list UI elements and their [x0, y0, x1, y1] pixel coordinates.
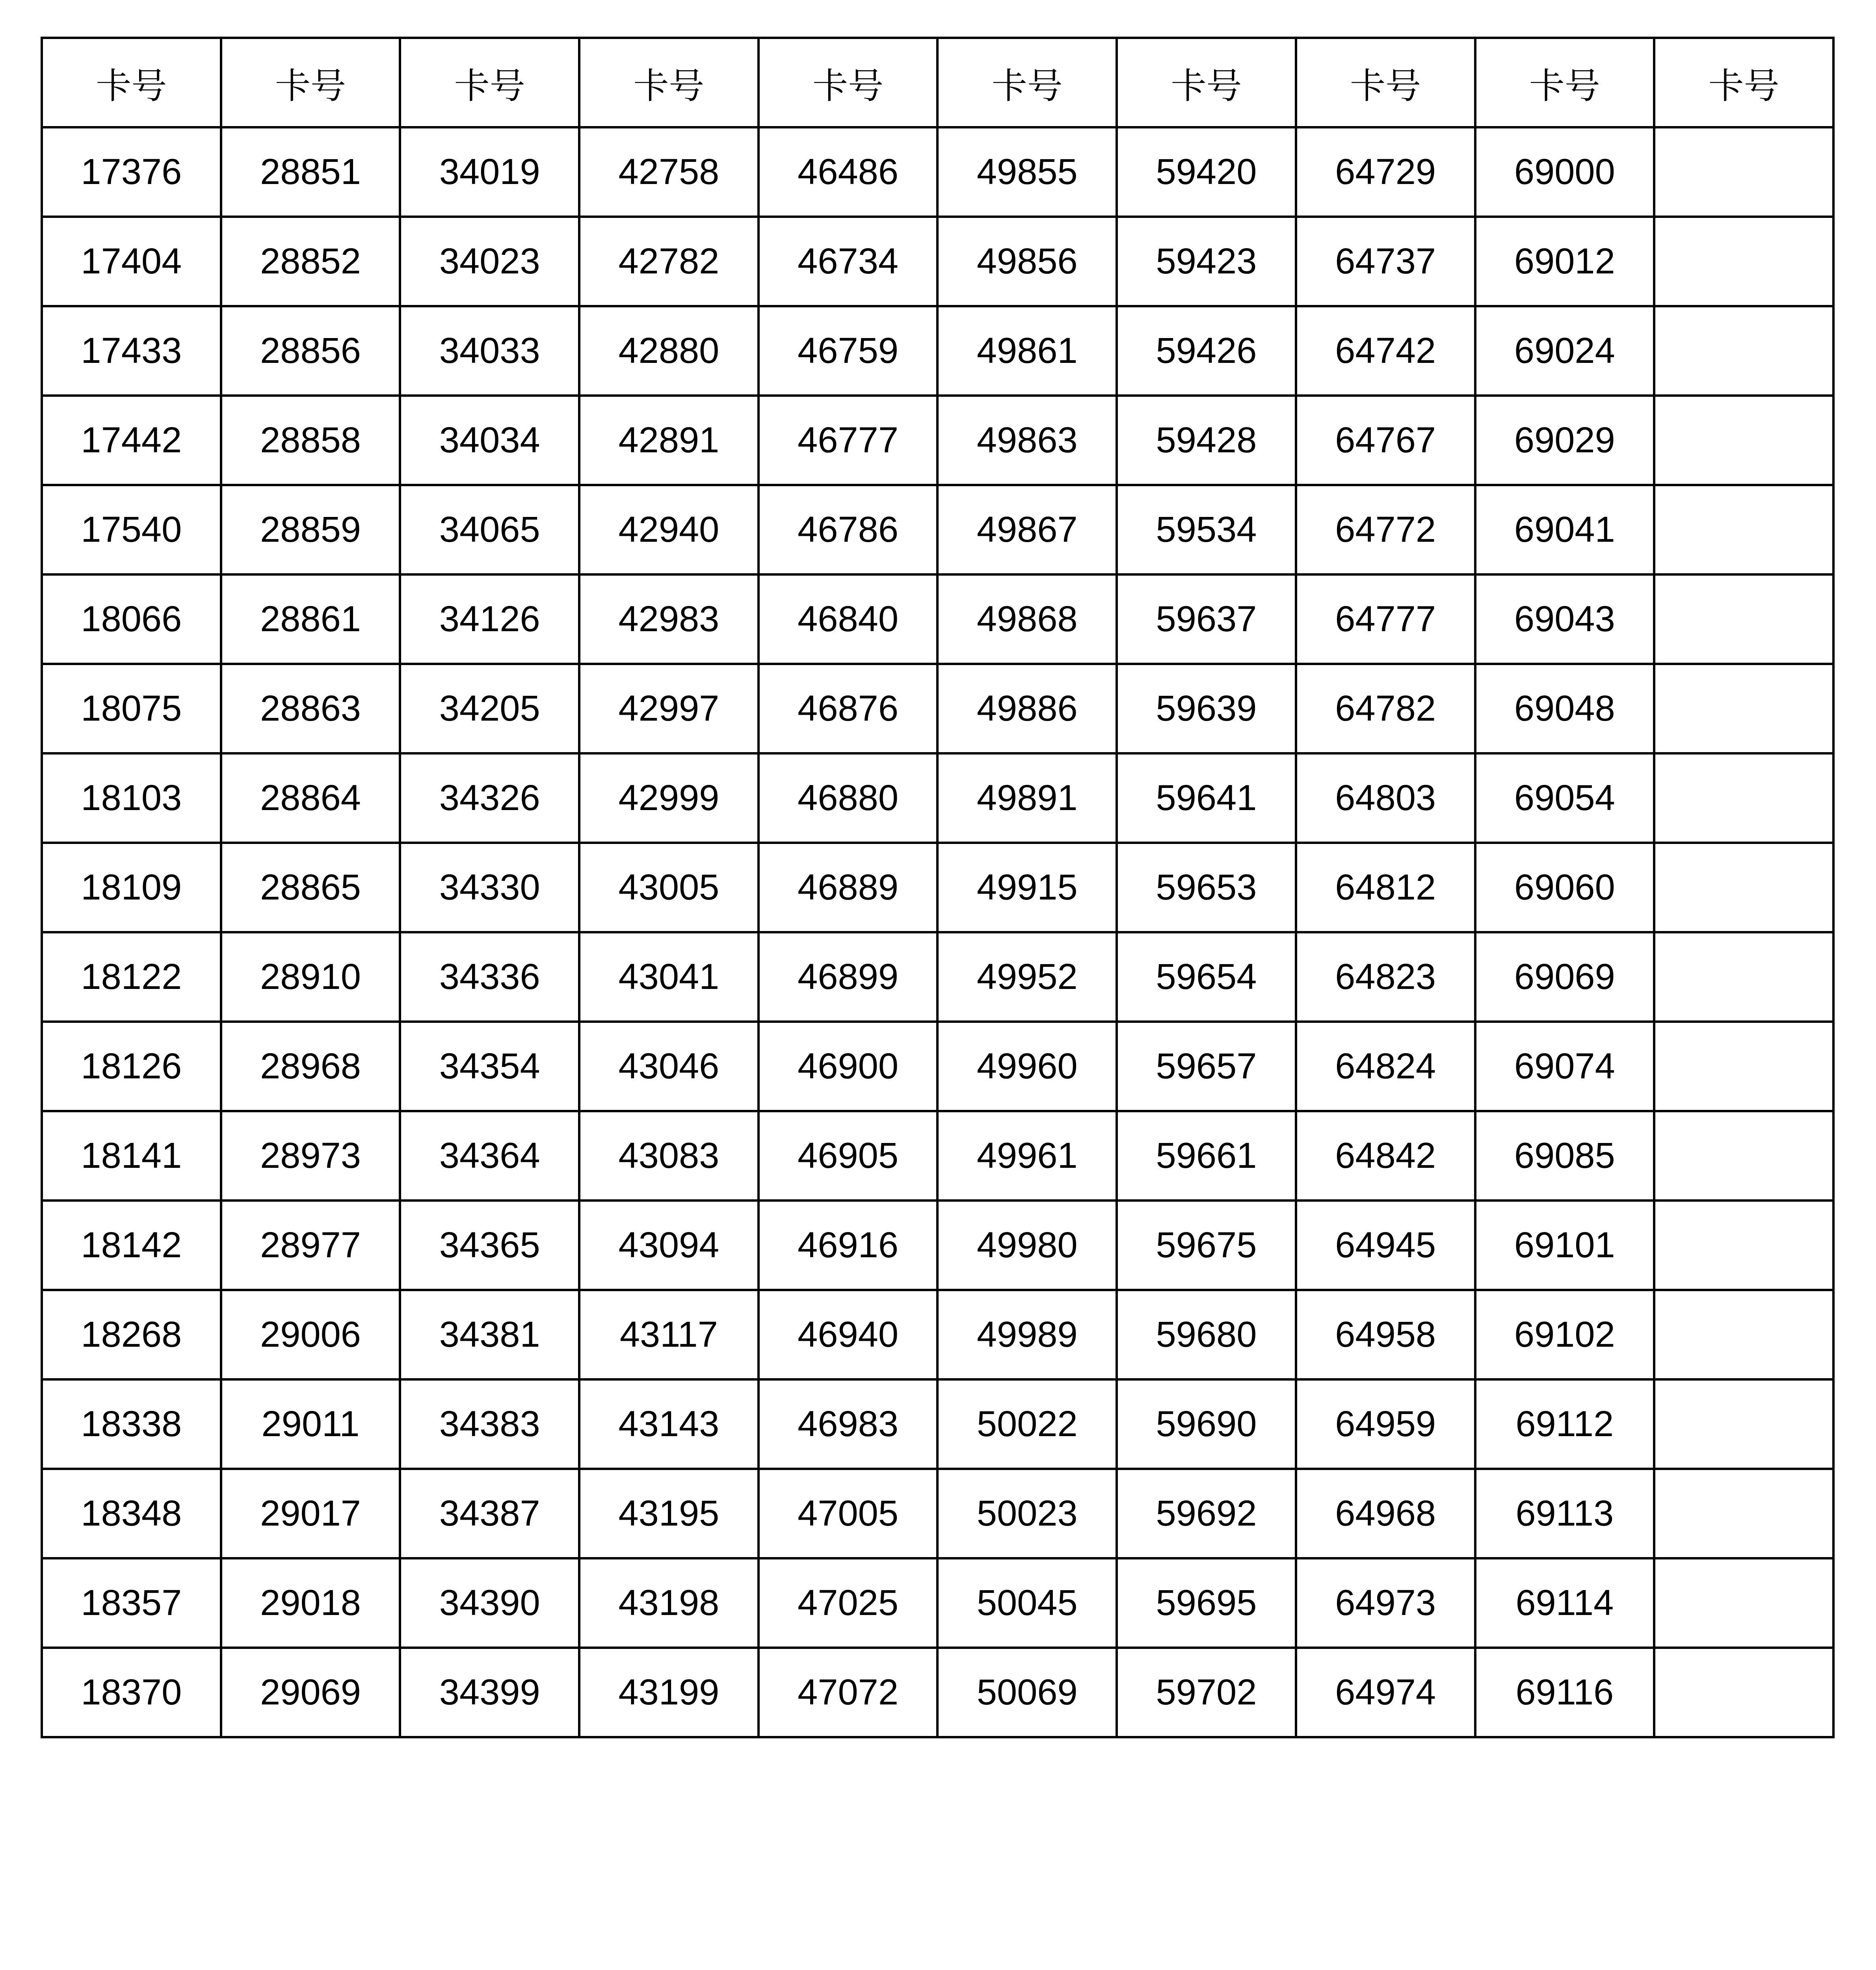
card-number-cell: 49855: [937, 127, 1117, 217]
card-number-cell: 34364: [400, 1111, 579, 1201]
card-number-cell: 64973: [1296, 1558, 1475, 1648]
card-number-cell: 50022: [937, 1379, 1117, 1469]
card-number-cell: 64959: [1296, 1379, 1475, 1469]
card-number-cell: 69101: [1475, 1201, 1655, 1290]
card-number-table: [41, 37, 1835, 1738]
card-number-cell: 18066: [42, 574, 221, 664]
column-header: 卡号: [1296, 38, 1475, 127]
card-number-cell: 18370: [42, 1648, 221, 1737]
card-number-cell: 34330: [400, 843, 579, 932]
card-number-cell: 17540: [42, 485, 221, 574]
card-number-cell: 59426: [1117, 306, 1296, 396]
card-number-cell: 29069: [221, 1648, 400, 1737]
card-number-cell: 42983: [579, 574, 759, 664]
card-number-cell: 64823: [1296, 932, 1475, 1022]
column-header: 卡号: [759, 38, 938, 127]
card-number-cell: 49856: [937, 217, 1117, 306]
card-number-cell: 49960: [937, 1022, 1117, 1111]
card-number-cell: 43005: [579, 843, 759, 932]
card-number-cell: 69000: [1475, 127, 1655, 217]
card-number-cell: 69048: [1475, 664, 1655, 753]
card-number-cell: 50045: [937, 1558, 1117, 1648]
card-number-cell: 43143: [579, 1379, 759, 1469]
card-number-cell: 28864: [221, 753, 400, 843]
card-number-cell: 34034: [400, 396, 579, 485]
card-number-cell: 29006: [221, 1290, 400, 1379]
card-number-cell: 59657: [1117, 1022, 1296, 1111]
card-number-cell: 34326: [400, 753, 579, 843]
card-number-cell: [1654, 1111, 1833, 1201]
card-number-cell: 42782: [579, 217, 759, 306]
card-number-cell: 34336: [400, 932, 579, 1022]
card-number-cell: 47005: [759, 1469, 938, 1558]
card-number-cell: 46983: [759, 1379, 938, 1469]
card-number-cell: [1654, 217, 1833, 306]
table-header-row: [42, 38, 1833, 127]
card-number-cell: 34390: [400, 1558, 579, 1648]
card-number-cell: 69060: [1475, 843, 1655, 932]
card-number-cell: 59534: [1117, 485, 1296, 574]
card-number-cell: 34205: [400, 664, 579, 753]
card-number-cell: 49980: [937, 1201, 1117, 1290]
card-number-cell: 18075: [42, 664, 221, 753]
card-number-cell: [1654, 843, 1833, 932]
card-number-cell: [1654, 1469, 1833, 1558]
card-number-cell: 28859: [221, 485, 400, 574]
card-number-cell: 18141: [42, 1111, 221, 1201]
card-number-cell: 34354: [400, 1022, 579, 1111]
card-number-cell: 46905: [759, 1111, 938, 1201]
card-number-cell: 46880: [759, 753, 938, 843]
table-row: [42, 1469, 1833, 1558]
card-number-cell: [1654, 1201, 1833, 1290]
card-number-cell: [1654, 127, 1833, 217]
card-number-cell: 69043: [1475, 574, 1655, 664]
card-number-cell: [1654, 1558, 1833, 1648]
card-number-cell: 34365: [400, 1201, 579, 1290]
table-row: [42, 1022, 1833, 1111]
card-number-cell: 43046: [579, 1022, 759, 1111]
card-number-cell: 64824: [1296, 1022, 1475, 1111]
card-number-cell: 59692: [1117, 1469, 1296, 1558]
table-row: [42, 932, 1833, 1022]
card-number-cell: 64772: [1296, 485, 1475, 574]
card-number-cell: 42997: [579, 664, 759, 753]
table-row: [42, 485, 1833, 574]
column-header: 卡号: [579, 38, 759, 127]
card-number-cell: 46889: [759, 843, 938, 932]
card-number-cell: 28851: [221, 127, 400, 217]
card-number-cell: 69116: [1475, 1648, 1655, 1737]
card-number-cell: 64737: [1296, 217, 1475, 306]
card-number-cell: [1654, 753, 1833, 843]
card-number-cell: 69029: [1475, 396, 1655, 485]
card-number-cell: 69113: [1475, 1469, 1655, 1558]
card-number-cell: 28968: [221, 1022, 400, 1111]
table-row: [42, 1290, 1833, 1379]
card-number-cell: 47025: [759, 1558, 938, 1648]
card-number-cell: 69085: [1475, 1111, 1655, 1201]
card-number-cell: [1654, 306, 1833, 396]
card-number-cell: 64729: [1296, 127, 1475, 217]
card-number-cell: 47072: [759, 1648, 938, 1737]
table-row: [42, 1379, 1833, 1469]
card-number-cell: [1654, 664, 1833, 753]
card-number-cell: 34126: [400, 574, 579, 664]
card-number-cell: 34019: [400, 127, 579, 217]
card-number-cell: [1654, 574, 1833, 664]
table-row: [42, 1201, 1833, 1290]
card-number-cell: 29017: [221, 1469, 400, 1558]
card-number-cell: 64945: [1296, 1201, 1475, 1290]
card-number-cell: 46759: [759, 306, 938, 396]
card-number-cell: 49952: [937, 932, 1117, 1022]
card-number-cell: 29011: [221, 1379, 400, 1469]
table-row: [42, 306, 1833, 396]
card-number-cell: 18338: [42, 1379, 221, 1469]
column-header: 卡号: [400, 38, 579, 127]
table-row: [42, 664, 1833, 753]
card-number-cell: 50069: [937, 1648, 1117, 1737]
table-row: [42, 843, 1833, 932]
card-number-cell: 43117: [579, 1290, 759, 1379]
card-number-cell: 28865: [221, 843, 400, 932]
card-number-cell: 43041: [579, 932, 759, 1022]
card-number-cell: 28856: [221, 306, 400, 396]
card-number-cell: 46899: [759, 932, 938, 1022]
column-header: 卡号: [937, 38, 1117, 127]
card-number-cell: 49915: [937, 843, 1117, 932]
table-row: [42, 1111, 1833, 1201]
card-number-cell: 59423: [1117, 217, 1296, 306]
card-number-cell: 42999: [579, 753, 759, 843]
card-number-cell: 59702: [1117, 1648, 1296, 1737]
card-number-cell: 49891: [937, 753, 1117, 843]
card-number-cell: 17442: [42, 396, 221, 485]
card-number-cell: 18126: [42, 1022, 221, 1111]
card-number-cell: [1654, 396, 1833, 485]
card-number-cell: 28910: [221, 932, 400, 1022]
card-number-cell: 64782: [1296, 664, 1475, 753]
card-number-cell: 49961: [937, 1111, 1117, 1201]
card-number-cell: 18348: [42, 1469, 221, 1558]
card-number-cell: 28861: [221, 574, 400, 664]
card-number-cell: 49867: [937, 485, 1117, 574]
card-number-cell: 34399: [400, 1648, 579, 1737]
table-row: [42, 574, 1833, 664]
card-number-cell: 42891: [579, 396, 759, 485]
table-row: [42, 217, 1833, 306]
column-header: 卡号: [1117, 38, 1296, 127]
card-number-cell: 59420: [1117, 127, 1296, 217]
card-number-cell: 59637: [1117, 574, 1296, 664]
card-number-cell: 64803: [1296, 753, 1475, 843]
card-number-cell: 69074: [1475, 1022, 1655, 1111]
card-number-cell: 64777: [1296, 574, 1475, 664]
card-number-cell: 42758: [579, 127, 759, 217]
card-number-cell: 69054: [1475, 753, 1655, 843]
card-number-cell: 46876: [759, 664, 938, 753]
card-number-cell: 59428: [1117, 396, 1296, 485]
card-number-cell: 18109: [42, 843, 221, 932]
card-number-cell: [1654, 1290, 1833, 1379]
card-number-cell: [1654, 1379, 1833, 1469]
card-number-cell: 69112: [1475, 1379, 1655, 1469]
card-number-cell: 34381: [400, 1290, 579, 1379]
card-number-cell: 69114: [1475, 1558, 1655, 1648]
card-number-cell: 64842: [1296, 1111, 1475, 1201]
card-number-cell: 34383: [400, 1379, 579, 1469]
card-number-cell: 59639: [1117, 664, 1296, 753]
card-number-cell: 59661: [1117, 1111, 1296, 1201]
card-number-cell: 46486: [759, 127, 938, 217]
card-number-cell: 64812: [1296, 843, 1475, 932]
card-number-cell: 42880: [579, 306, 759, 396]
table-row: [42, 396, 1833, 485]
card-number-cell: [1654, 932, 1833, 1022]
card-number-cell: 64968: [1296, 1469, 1475, 1558]
card-number-cell: 49861: [937, 306, 1117, 396]
card-number-cell: 59680: [1117, 1290, 1296, 1379]
column-header: 卡号: [42, 38, 221, 127]
table-row: [42, 127, 1833, 217]
card-number-cell: 59641: [1117, 753, 1296, 843]
card-number-cell: 69102: [1475, 1290, 1655, 1379]
card-number-cell: 49868: [937, 574, 1117, 664]
card-number-cell: 46900: [759, 1022, 938, 1111]
card-number-cell: 59690: [1117, 1379, 1296, 1469]
card-number-cell: 49989: [937, 1290, 1117, 1379]
card-number-cell: [1654, 1022, 1833, 1111]
card-number-cell: 17433: [42, 306, 221, 396]
card-number-cell: 43094: [579, 1201, 759, 1290]
card-number-cell: 64742: [1296, 306, 1475, 396]
card-number-cell: 17404: [42, 217, 221, 306]
card-number-cell: 43195: [579, 1469, 759, 1558]
card-number-cell: 28977: [221, 1201, 400, 1290]
card-number-cell: 46940: [759, 1290, 938, 1379]
table-row: [42, 1648, 1833, 1737]
card-number-cell: 46786: [759, 485, 938, 574]
card-number-cell: 34023: [400, 217, 579, 306]
card-number-cell: 49886: [937, 664, 1117, 753]
card-number-cell: 64958: [1296, 1290, 1475, 1379]
card-number-cell: 18357: [42, 1558, 221, 1648]
card-number-cell: 59653: [1117, 843, 1296, 932]
card-number-cell: 42940: [579, 485, 759, 574]
card-number-cell: [1654, 485, 1833, 574]
table-body: [42, 127, 1833, 1737]
table-row: [42, 1558, 1833, 1648]
card-number-cell: 69041: [1475, 485, 1655, 574]
column-header: 卡号: [221, 38, 400, 127]
card-number-cell: 28858: [221, 396, 400, 485]
card-number-cell: 69012: [1475, 217, 1655, 306]
card-number-cell: 18142: [42, 1201, 221, 1290]
card-number-cell: 34065: [400, 485, 579, 574]
card-number-cell: 46916: [759, 1201, 938, 1290]
card-number-cell: 69024: [1475, 306, 1655, 396]
card-number-cell: 69069: [1475, 932, 1655, 1022]
card-number-cell: 29018: [221, 1558, 400, 1648]
card-number-cell: 18268: [42, 1290, 221, 1379]
card-number-cell: 50023: [937, 1469, 1117, 1558]
card-number-cell: 59675: [1117, 1201, 1296, 1290]
card-number-cell: 49863: [937, 396, 1117, 485]
column-header: 卡号: [1654, 38, 1833, 127]
card-number-cell: 46840: [759, 574, 938, 664]
card-number-cell: 34033: [400, 306, 579, 396]
card-number-cell: 64974: [1296, 1648, 1475, 1737]
card-number-cell: 17376: [42, 127, 221, 217]
card-number-cell: [1654, 1648, 1833, 1737]
card-number-cell: 18122: [42, 932, 221, 1022]
card-number-cell: 18103: [42, 753, 221, 843]
card-number-cell: 43083: [579, 1111, 759, 1201]
card-number-cell: 59695: [1117, 1558, 1296, 1648]
card-number-cell: 28863: [221, 664, 400, 753]
table-row: [42, 753, 1833, 843]
card-number-cell: 43199: [579, 1648, 759, 1737]
column-header: 卡号: [1475, 38, 1655, 127]
card-number-cell: 59654: [1117, 932, 1296, 1022]
card-number-cell: 43198: [579, 1558, 759, 1648]
card-number-cell: 46734: [759, 217, 938, 306]
card-number-cell: 28852: [221, 217, 400, 306]
card-number-cell: 46777: [759, 396, 938, 485]
card-number-cell: 28973: [221, 1111, 400, 1201]
card-number-cell: 34387: [400, 1469, 579, 1558]
card-number-cell: 64767: [1296, 396, 1475, 485]
